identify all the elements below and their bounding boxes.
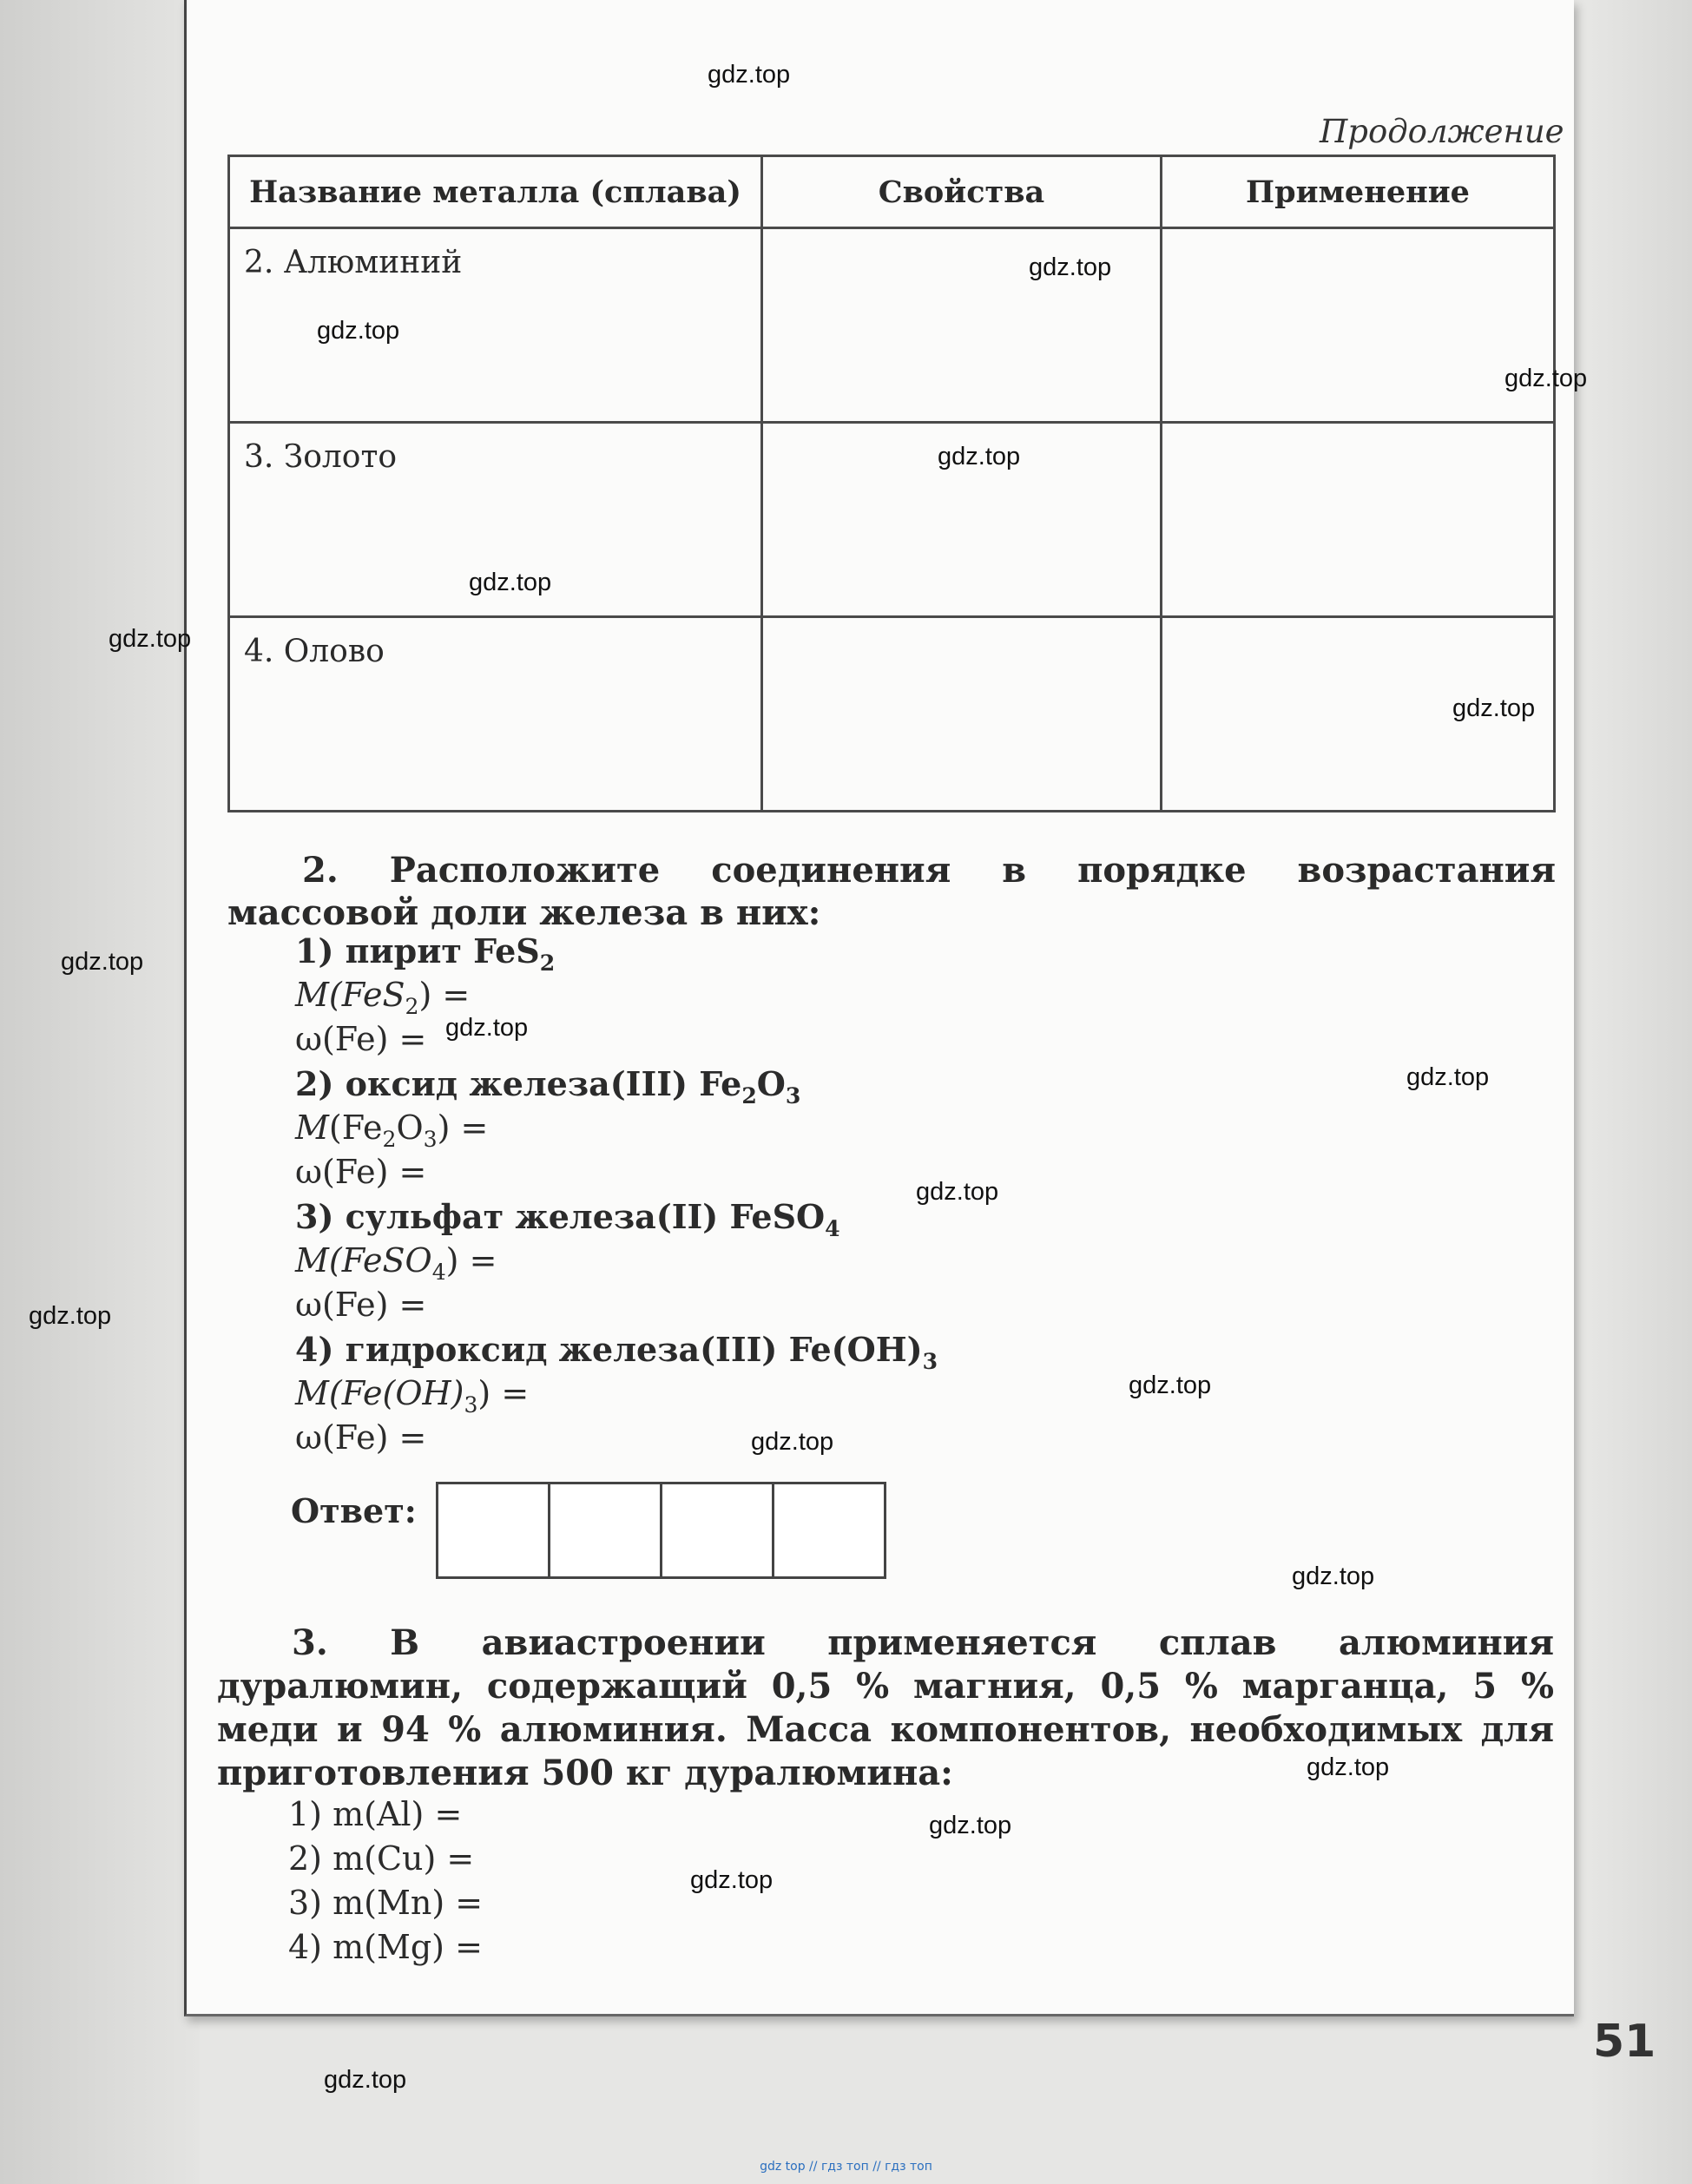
table-row (229, 423, 1555, 617)
task3-item-2: 2) m(Cu) = (288, 1839, 475, 1878)
watermark: gdz.top (690, 1866, 774, 1894)
application-cell[interactable] (1162, 228, 1555, 423)
page-shadow-right (1588, 0, 1692, 2184)
metals-table (227, 155, 1556, 812)
task2-molar-4: $M(Fe(OH)_3)$ = (295, 1374, 530, 1418)
metal-aluminium: 2. Алюминий (229, 228, 762, 423)
page-shadow-left (0, 0, 200, 2184)
watermark: gdz.top (1129, 1372, 1212, 1399)
watermark: gdz.top (751, 1428, 834, 1456)
task2-prompt: 2. Расположите соединения в порядке возрастания массовой доли железа в них: (227, 850, 1556, 933)
watermark: gdz.top (1504, 365, 1588, 392)
watermark: gdz.top (324, 2066, 407, 2094)
task2-omega-1: ω(Fe) = (295, 1020, 427, 1058)
watermark: gdz.top (1292, 1562, 1375, 1590)
continuation-label: Продолжение (1320, 113, 1564, 150)
task3-item-1: 1) m(Al) = (288, 1795, 463, 1833)
page-number: 51 (1593, 2016, 1656, 2068)
watermark: gdz.top (1029, 253, 1112, 281)
watermark: gdz.top (469, 569, 552, 596)
task2-item-1: 1) пирит FeS$_2$ (295, 931, 556, 976)
task2-molar-2: $M(Fe_2O_3)$ = (295, 1108, 489, 1152)
watermark: gdz.top (29, 1302, 112, 1330)
task2-item-4: 4) гидроксид железа(III) $Fe(OH)_3$ (295, 1330, 938, 1374)
watermark: gdz.top (61, 948, 144, 976)
watermark: gdz.top (1452, 694, 1536, 722)
watermark: gdz.top (445, 1014, 529, 1042)
answer-boxes (438, 1482, 886, 1579)
application-cell[interactable] (1162, 423, 1555, 617)
task2-item-3: 3) сульфат железа(II) FeSO$_4$ (295, 1197, 840, 1241)
task2-molar-1: M(FeS$_2$) = (295, 976, 471, 1019)
watermark: gdz.top (938, 443, 1021, 470)
watermark: gdz.top (1307, 1753, 1390, 1781)
properties-cell[interactable] (762, 617, 1162, 812)
answer-box-1[interactable] (436, 1482, 550, 1579)
bottom-banner: gdz top // гдз топ // гдз топ (760, 2160, 932, 2174)
task2-omega-4: ω(Fe) = (295, 1418, 427, 1457)
watermark: gdz.top (708, 61, 791, 89)
header-metal-name: Название металла (сплава) (229, 156, 762, 228)
task2-molar-3: M(FeSO$_4$) = (295, 1241, 497, 1285)
watermark: gdz.top (929, 1812, 1012, 1839)
watermark: gdz.top (317, 317, 400, 345)
table-header-row (229, 156, 1555, 228)
task2-item-2: 2) оксид железа(III) $Fe_2O_3$ (295, 1064, 801, 1108)
metal-tin: 4. Олово (229, 617, 762, 812)
answer-box-3[interactable] (660, 1482, 774, 1579)
answer-box-4[interactable] (772, 1482, 886, 1579)
table-row (229, 617, 1555, 812)
task2-omega-3: ω(Fe) = (295, 1286, 427, 1324)
header-properties: Свойства (762, 156, 1162, 228)
task3-item-4: 4) m(Mg) = (288, 1928, 483, 1966)
task3-prompt: 3. В авиастроении применяется сплав алюминия дуралюмин, содержащий 0,5 % магния, 0,5 % марганца, 5 % меди и 94 % алюминия. Масса компонентов, необходимых для приготовления 500 кг дуралюмина: (217, 1622, 1554, 1793)
watermark: gdz.top (1406, 1063, 1490, 1091)
header-application: Применение (1162, 156, 1555, 228)
watermark: gdz.top (916, 1178, 999, 1206)
task3-item-3: 3) m(Mn) = (288, 1884, 484, 1922)
answer-label: Ответ: (291, 1491, 417, 1530)
task2-omega-2: ω(Fe) = (295, 1153, 427, 1191)
table-row (229, 228, 1555, 423)
answer-box-2[interactable] (548, 1482, 662, 1579)
watermark: gdz.top (109, 625, 192, 653)
metal-gold: 3. Золото (229, 423, 762, 617)
